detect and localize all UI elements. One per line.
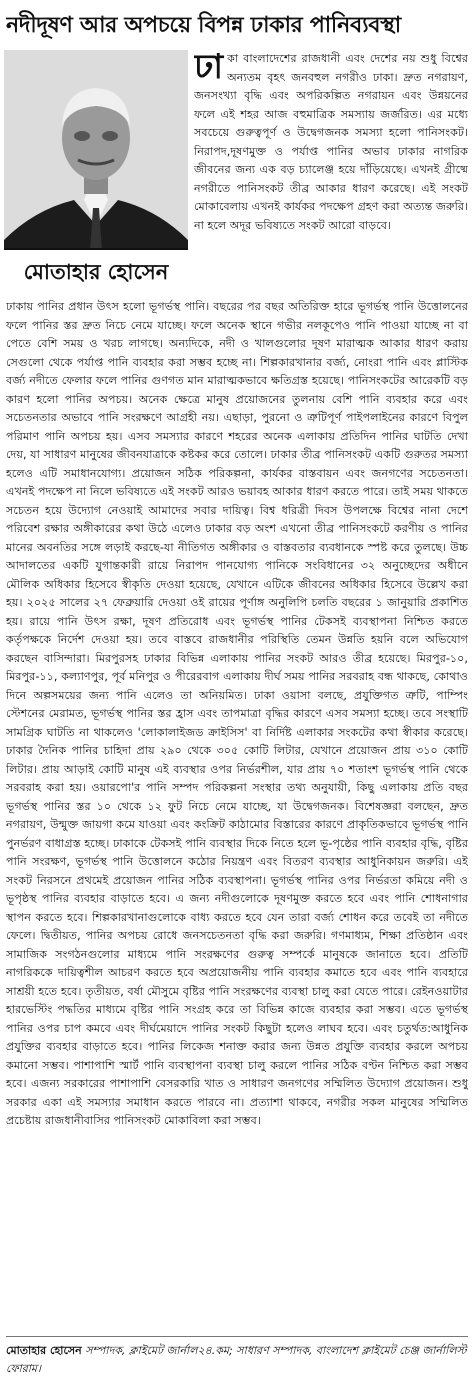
author-bio xyxy=(6,1342,468,1388)
author-bio-name: মোতাহার হোসেন xyxy=(6,1344,82,1357)
article-body-text: ঢাকায় পানির প্রধান উৎস হলো ভূগর্ভস্থ পানি। বছরের পর বছর অতিরিক্ত হারে ভূগর্ভস্থ পানি উত্তোলনের ফলে পানির স্তর দ্রুত নিচে নেমে যাচ্ছে। ফলে অনেক স্থানে গভীর নলকূপেও পানি পাওয়া যাচ্ছে না বা পেতে বেশি সময় ও খরচ লাগছে। অন্যদিকে, নদী ও খালগুলোর দূষণ মারাত্মক আকার ধারণ করায় সেগুলো থেকে পর্যাপ্ত পানি ব্যবহার করা সম্ভব হচ্ছে না। শিল্পকারখানার বর্জ্য, নোংরা পানি এবং প্লাস্টিক বর্জ্য নদীতে ফেলার ফলে পানির গুণগত মান মারাত্মকভাবে ক্ষতিগ্রস্ত হয়েছে। পানিসংকটের আরেকটি বড় কারণ হলো পানির অপচয়। অনেক ক্ষেত্রে মানুষ প্রয়োজনের তুলনায় বেশি পানি ব্যবহার করে এবং সচেতনতার অভাবে পানি সংরক্ষণে আগ্রহী নয়। এছাড়া, পুরনো ও ত্রুটিপূর্ণ পাইপলাইনের কারণে বিপুল পরিমাণ পানি অপচয় হয়। এসব সমস্যার কারণে শহরের অনেক এলাকায় প্রতিদিন পানির ঘাটতি দেখা দেয়, যা সাধারণ মানুষের জীবনযাত্রাকে কষ্টকর করে তোলে। ঢাকার তীব্র পানিসংকট একটি গুরুতর সমস্যা হলেও এটি সমাধানযোগ্য। প্রয়োজন সঠিক পরিকল্পনা, কার্যকর বাস্তবায়ন এবং জনগণের সচেতনতা। এখনই পদক্ষেপ না নিলে ভবিষ্যতে এই সংকট আরও ভয়াবহ আকার ধারণ করতে পারে। তাই সময় থাকতে সচেতন হয়ে উদ্যোগ নেওয়াই আমাদের সবার দায়িত্ব। বিশ্ব ধরিত্রী দিবস উপলক্ষে বিশ্বের নানা দেশে পরিবেশ রক্ষার অঙ্গীকারের কথা উঠে এলেও ঢাকার বড় অংশ এখনো তীব্র পানিসংকটে করণীয় ও পানির মানের অবনতির সঙ্গে লড়াই করছে-যা নীতিগত অঙ্গীকার ও বাস্তবতার ব্যবধানকে স্পষ্ট করে তুলছে। উচ্চ আদালতের একটি যুগান্তকারী রায়ে নিরাপদ পানযোগ্য পানিকে সংবিধানের ৩২ অনুচ্ছেদের অধীনে মৌলিক অধিকার হিসেবে স্বীকৃতি দেওয়া হয়েছে, যেখানে এটিকে জীবনের অধিকার হিসেবে উল্লেখ করা হয়। ২০২৫ সালের ২৭ ফেব্রুয়ারি দেওয়া ওই রায়ের পূর্ণাঙ্গ অনুলিপি চলতি বছরের ১ জানুয়ারি প্রকাশিত হয়। রায়ে পানি উৎস রক্ষা, দূষণ প্রতিরোধ এবং ভূগর্ভস্থ পানির টেকসই ব্যবস্থাপনা নিশ্চিত করতে কর্তৃপক্ষকে নির্দেশ দেওয়া হয়। তবে বাস্তবে রাজধানীর পরিস্থিতি তেমন উন্নতি হয়নি বলে অভিযোগ করছেন বাসিন্দারা। মিরপুরসহ ঢাকার বিভিন্ন এলাকায় পানির সংকট আরও তীব্র হয়েছে। মিরপুর-১০, মিরপুর-১১, কল্যাণপুর, পূর্ব মনিপুর ও পীরেরবাগ এলাকায় দীর্ঘ সময় পানির সরবরাহ বন্ধ থাকছে, কোথাও দিনে অল্পসময়ের জন্য পানি এলেও তা অনিয়মিত। ঢাকা ওয়াসা বলছে, প্রযুক্তিগত ত্রুটি, পাম্পিং স্টেশনের মেরামত, ভূগর্ভস্থ পানির স্তর হ্রাস এবং তাপমাত্রা বৃদ্ধির কারণে এসব সমস্যা হচ্ছে। তবে সংস্থাটি সামগ্রিক ঘাটতি না থাকলেও 'লোকালাইজড ক্রাইসিস' বা নির্দিষ্ট এলাকার সংকটের কথা স্বীকার করেছে। ঢাকার দৈনিক পানির চাহিদা প্রায় ২৯০ থেকে ৩০৫ কোটি লিটার, যেখানে প্রয়োজন প্রায় ৩১০ কোটি লিটার। প্রায় আড়াই কোটি মানুষ এই ব্যবস্থার ওপর নির্ভরশীল, যার প্রায় ৭০ শতাংশ ভূগর্ভস্থ পানি থেকে সরবরাহ করা হয়। ওয়ারপো'র পানি সম্পদ পরিকল্পনা সংস্থার তথ্য অনুযায়ী, কিছু এলাকায় প্রতি বছর ভূগর্ভস্থ পানির স্তর ১০ থেকে ১২ ফুট নিচে নেমে যাচ্ছে, যা উদ্বেগজনক। বিশেষজ্ঞরা বলছেন, দ্রুত নগরায়ণ, উন্মুক্ত জায়গা কমে যাওয়া এবং কংক্রিট কাঠামোর বিস্তারের কারণে প্রাকৃতিকভাবে ভূগর্ভস্থ পানি পুনর্ভরণ বাধাগ্রস্ত হচ্ছে। ঢাকাকে টেকসই পানি ব্যবস্থার দিকে নিতে হলে ভূ-পৃষ্ঠের পানি ব্যবহার বৃদ্ধি, বৃষ্টির পানি সংরক্ষণ, ভূগর্ভস্থ পানি উত্তোলনে কঠোর নিয়ন্ত্রণ এবং বিতরণ ব্যবস্থার আধুনিকায়ন জরুরি। এই সংকট নিরসনে প্রথমেই প্রয়োজন পানির সঠিক ব্যবস্থাপনা। ভূগর্ভস্থ পানির ওপর নির্ভরতা কমিয়ে নদী ও ভূপৃষ্ঠস্থ পানির ব্যবহার বাড়াতে হবে। এ জন্য নদীগুলোকে দূষণমুক্ত করতে হবে এবং পানি শোধনাগার স্থাপন করতে হবে। শিল্পকারখানাগুলোকে বাধ্য করতে হবে যেন তারা বর্জ্য শোধন করে তবেই তা নদীতে ফেলে। দ্বিতীয়ত, পানির অপচয় রোধে জনসচেতনতা বৃদ্ধি করা জরুরি। গণমাধ্যম, শিক্ষা প্রতিষ্ঠান এবং সামাজিক সংগঠনগুলোর মাধ্যমে পানি সংরক্ষণের গুরুত্ব সম্পর্কে মানুষকে জানাতে হবে। প্রতিটি নাগরিককে দায়িত্বশীল আচরণ করতে হবে অপ্রয়োজনীয় পানি ব্যবহার কমাতে হবে এবং পানি ব্যবহারে সাশ্রয়ী হতে হবে। তৃতীয়ত, বর্ষা মৌসুমে বৃষ্টির পানি সংরক্ষণের ব্যবস্থা চালু করা যেতে পারে। রেইনওয়াটার হারভেস্টিং পদ্ধতির মাধ্যমে বৃষ্টির পানি সংগ্রহ করে তা বিভিন্ন কাজে ব্যবহার করা সম্ভব। এতে ভূগর্ভস্থ পানির ওপর চাপ কমবে এবং দীর্ঘমেয়াদে পানির সংকট কিছুটা হলেও লাঘব হবে। এবং চতুর্থত:আধুনিক প্রযুক্তির ব্যবহার বাড়াতে হবে। পানির লিকেজ শনাক্ত করার জন্য উন্নত প্রযুক্তি ব্যবহার করলে অপচয় কমানো সম্ভব। পাশাপাশি স্মার্ট পানি ব্যবস্থাপনা ব্যবস্থা চালু করলে পানির সঠিক বণ্টন নিশ্চিত করা সম্ভব হবে। এজন্য সরকারের পাশাপাশি বেসরকারি খাত ও সাধারণ জনগণের সম্মিলিত উদ্যোগ প্রয়োজন। শুধু সরকার একা এই সমস্যার সমাধান করতে পারবে না। প্রত্যাশা থাকবে, নগরীর সকল মানুষের সম্মিলিত প্রচেষ্টায় রাজধানীবাসির পানিসংকট মোকাবিলা করা সম্ভব। xyxy=(6,300,468,1127)
author-bio-designation: সম্পাদক, ক্লাইমেট জার্নাল২৪.কম; সাধারণ সম্পাদক, বাংলাদেশ ক্লাইমেট চেঞ্জ জার্নালিস্ট ফোরাম। xyxy=(6,1344,467,1375)
author-portrait-image xyxy=(4,50,188,278)
footer-divider xyxy=(6,1336,468,1337)
article-intro-text: কা বাংলাদেশের রাজধানী এবং দেশের নয় শুধু বিশ্বের অন্যতম বৃহৎ জনবহুল নগরীও ঢাকা। দ্রুত নগরায়ণ, জনসংখ্যা বৃদ্ধি এবং অপরিকল্পিত নগরায়ন এবং উন্নয়নের ফলে এই শহর আজ বহুমাত্রিক সমস্যায় জর্জরিত। এর মধ্যে সবচেয়ে গুরুত্বপূর্ণ ও উদ্বেগজনক সমস্যা হলো পানিসংকট। নিরাপদ,দূষণমুক্ত ও পর্যাপ্ত পানির অভাব ঢাকার নাগরিক জীবনের জন্য এক বড় চ্যালেঞ্জ হয়ে দাঁড়িয়েছে। এখনই গ্রীষ্মে নগরীতে পানিসংকট তীব্র আকার ধারণ করেছে। এই সংকট মোকাবেলায় এখনই কার্যকর পদক্ষেপ গ্রহণ করা অত্যন্ত জরুরি। না হলে অদূর ভবিষ্যতে সংকট আরো বাড়বে। xyxy=(194,52,468,232)
article-body xyxy=(6,298,468,1330)
author-name-label: মোতাহার হোসেন xyxy=(4,248,188,294)
author-photo xyxy=(4,50,188,278)
article-headline: নদীদূষণ আর অপচয়ে বিপন্ন ঢাকার পানিব্যবস্থা xyxy=(6,13,401,38)
article-intro-column xyxy=(194,50,468,298)
drop-cap: ঢা xyxy=(194,50,224,87)
